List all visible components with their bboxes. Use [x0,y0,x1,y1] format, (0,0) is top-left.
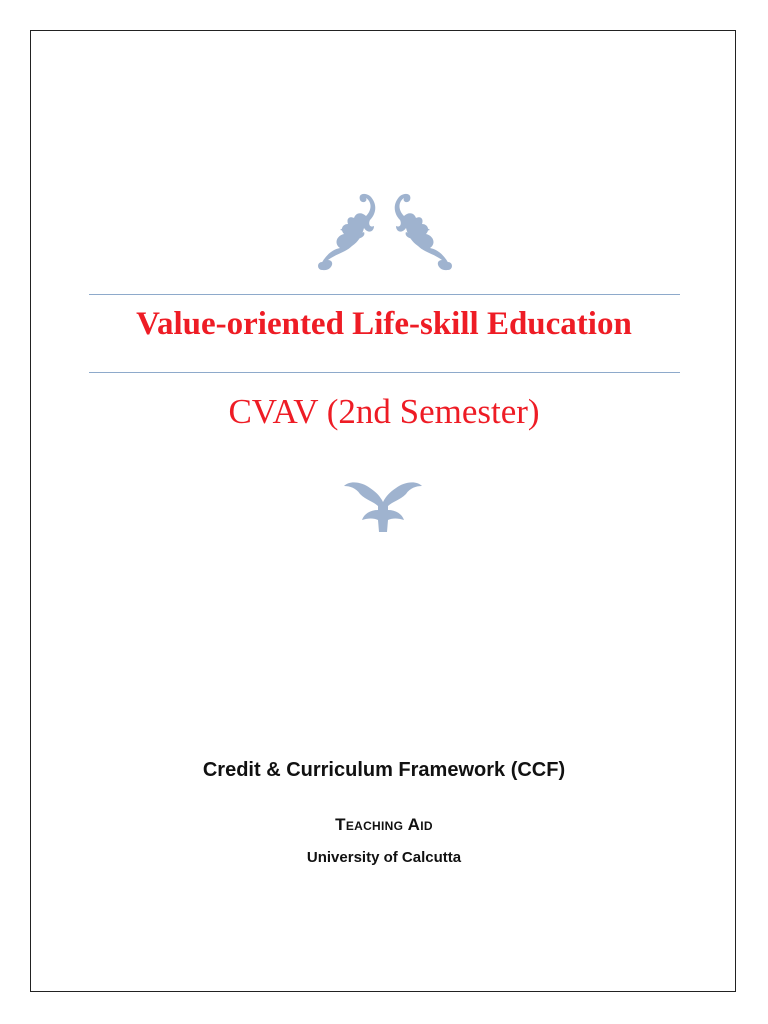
document-title: Value-oriented Life-skill Education [136,306,632,342]
fleuron-ornament-icon [340,476,426,534]
teaching-aid-label: Teaching Aid [335,815,433,834]
title-top-rule [89,294,680,295]
framework-heading: Credit & Curriculum Framework (CCF) [202,759,566,781]
floral-scroll-ornament-icon [310,188,460,274]
title-bottom-rule [89,372,680,373]
document-subtitle: CVAV (2nd Semester) [228,392,540,431]
university-name: University of Calcutta [306,849,462,866]
